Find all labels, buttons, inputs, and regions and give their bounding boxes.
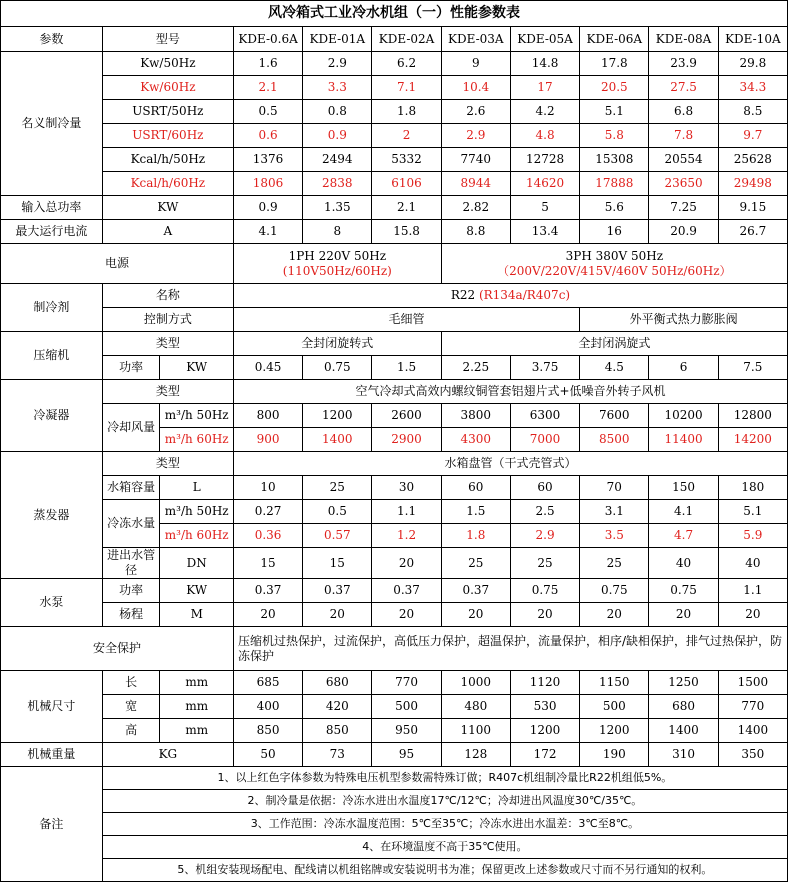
value-cell: 6.2 — [372, 52, 441, 76]
value-cell: 2.5 — [510, 500, 579, 524]
capacity-unit: Kw/60Hz — [102, 76, 233, 100]
value-cell: 2.9 — [441, 124, 510, 148]
dimension-unit: mm — [160, 719, 233, 743]
max-current-unit: A — [102, 220, 233, 244]
value-cell: 900 — [233, 428, 302, 452]
value-cell: 12728 — [510, 148, 579, 172]
pump-power-row — [1, 579, 788, 603]
value-cell: 29.8 — [718, 52, 787, 76]
value-cell: 1400 — [649, 719, 718, 743]
model-cell: KDE-05A — [510, 27, 579, 52]
value-cell: 1.35 — [303, 196, 372, 220]
value-cell: 1.5 — [372, 356, 441, 380]
power-supply-label: 电源 — [1, 244, 234, 284]
remark-text: 1、以上红色字体参数为特殊电压机型参数需特殊订做；R407c机组制冷量比R22机组低5%。 — [102, 767, 787, 790]
refrigerant-name-row — [1, 284, 788, 308]
value-cell: 20 — [303, 603, 372, 627]
max-current-label: 最大运行电流 — [1, 220, 103, 244]
capacity-unit: USRT/60Hz — [102, 124, 233, 148]
value-cell: 17 — [510, 76, 579, 100]
condenser-type-value: 空气冷却式高效内螺纹铜管套铝翅片式+低噪音外转子风机 — [233, 380, 787, 404]
pump-head-label: 杨程 — [102, 603, 160, 627]
value-cell: 2.25 — [441, 356, 510, 380]
value-cell: 10200 — [649, 404, 718, 428]
safety-row — [1, 627, 788, 671]
value-cell: 95 — [372, 743, 441, 767]
value-cell: 0.6 — [233, 124, 302, 148]
model-cell: KDE-08A — [649, 27, 718, 52]
value-cell: 25 — [510, 548, 579, 579]
value-cell: 2.1 — [233, 76, 302, 100]
value-cell: 2.9 — [303, 52, 372, 76]
value-cell: 7000 — [510, 428, 579, 452]
condenser-type-label: 类型 — [102, 380, 233, 404]
value-cell: 0.9 — [303, 124, 372, 148]
value-cell: 25628 — [718, 148, 787, 172]
value-cell: 5 — [510, 196, 579, 220]
capacity-row — [1, 148, 788, 172]
value-cell: 73 — [303, 743, 372, 767]
capacity-unit: USRT/50Hz — [102, 100, 233, 124]
value-cell: 1.1 — [372, 500, 441, 524]
value-cell: 1200 — [303, 404, 372, 428]
evaporator-type-value: 水箱盘管（干式壳管式） — [233, 452, 787, 476]
value-cell: 20554 — [649, 148, 718, 172]
value-cell: 3.3 — [303, 76, 372, 100]
value-cell: 6.8 — [649, 100, 718, 124]
value-cell: 500 — [372, 695, 441, 719]
spec-table-body — [1, 1, 788, 882]
evaporator-tank-label: 水箱容量 — [102, 476, 160, 500]
condenser-air-unit: m³/h 60Hz — [160, 428, 233, 452]
power-supply-three: 3PH 380V 50Hz （200V/220V/415V/460V 50Hz/60Hz） — [441, 244, 787, 284]
value-cell: 5.6 — [580, 196, 649, 220]
safety-label: 安全保护 — [1, 627, 234, 671]
value-cell: 25 — [441, 548, 510, 579]
value-cell: 850 — [233, 719, 302, 743]
value-cell: 0.5 — [303, 500, 372, 524]
capacity-row — [1, 100, 788, 124]
value-cell: 5332 — [372, 148, 441, 172]
value-cell: 2.82 — [441, 196, 510, 220]
value-cell: 60 — [441, 476, 510, 500]
value-cell: 680 — [649, 695, 718, 719]
refrigerant-name-value: R22 (R134a/R407c) — [233, 284, 787, 308]
condenser-type-row — [1, 380, 788, 404]
value-cell: 1150 — [580, 671, 649, 695]
evaporator-flow-unit: m³/h 60Hz — [160, 524, 233, 548]
max-current-row — [1, 220, 788, 244]
value-cell: 5.1 — [718, 500, 787, 524]
value-cell: 14200 — [718, 428, 787, 452]
value-cell: 20.5 — [580, 76, 649, 100]
value-cell: 20.9 — [649, 220, 718, 244]
power-supply-single: 1PH 220V 50Hz (110V50Hz/60Hz) — [233, 244, 441, 284]
param-header: 参数 — [1, 27, 103, 52]
value-cell: 30 — [372, 476, 441, 500]
capacity-label: 名义制冷量 — [1, 52, 103, 196]
value-cell: 40 — [649, 548, 718, 579]
value-cell: 70 — [580, 476, 649, 500]
value-cell: 10 — [233, 476, 302, 500]
value-cell: 34.3 — [718, 76, 787, 100]
evaporator-type-label: 类型 — [102, 452, 233, 476]
value-cell: 10.4 — [441, 76, 510, 100]
value-cell: 3.75 — [510, 356, 579, 380]
value-cell: 0.75 — [303, 356, 372, 380]
value-cell: 13.4 — [510, 220, 579, 244]
value-cell: 770 — [718, 695, 787, 719]
value-cell: 20 — [649, 603, 718, 627]
value-cell: 0.9 — [233, 196, 302, 220]
model-cell: KDE-10A — [718, 27, 787, 52]
value-cell: 20 — [441, 603, 510, 627]
value-cell: 0.75 — [510, 579, 579, 603]
value-cell: 14.8 — [510, 52, 579, 76]
value-cell: 2600 — [372, 404, 441, 428]
dimension-unit: mm — [160, 695, 233, 719]
value-cell: 1500 — [718, 671, 787, 695]
value-cell: 50 — [233, 743, 302, 767]
value-cell: 16 — [580, 220, 649, 244]
value-cell: 0.36 — [233, 524, 302, 548]
title-row — [1, 1, 788, 27]
value-cell: 20 — [718, 603, 787, 627]
value-cell: 6 — [649, 356, 718, 380]
compressor-label: 压缩机 — [1, 332, 103, 380]
value-cell: 0.37 — [441, 579, 510, 603]
value-cell: 8944 — [441, 172, 510, 196]
value-cell: 0.75 — [580, 579, 649, 603]
value-cell: 6300 — [510, 404, 579, 428]
input-power-label: 输入总功率 — [1, 196, 103, 220]
value-cell: 29498 — [718, 172, 787, 196]
remarks-label: 备注 — [1, 767, 103, 882]
input-power-row — [1, 196, 788, 220]
value-cell: 3800 — [441, 404, 510, 428]
value-cell: 4300 — [441, 428, 510, 452]
dimensions-label: 机械尺寸 — [1, 671, 103, 743]
value-cell: 8500 — [580, 428, 649, 452]
refrigerant-control-label: 控制方式 — [102, 308, 233, 332]
value-cell: 1000 — [441, 671, 510, 695]
value-cell: 0.37 — [303, 579, 372, 603]
pump-head-row — [1, 603, 788, 627]
model-cell: KDE-01A — [303, 27, 372, 52]
value-cell: 15308 — [580, 148, 649, 172]
value-cell: 20 — [580, 603, 649, 627]
value-cell: 5.9 — [718, 524, 787, 548]
remark-text: 3、工作范围：冷冻水温度范围：5℃至35℃；冷冻水进出水温差：3℃至8℃。 — [102, 813, 787, 836]
value-cell: 17888 — [580, 172, 649, 196]
value-cell: 1100 — [441, 719, 510, 743]
pump-power-label: 功率 — [102, 579, 160, 603]
value-cell: 950 — [372, 719, 441, 743]
value-cell: 1806 — [233, 172, 302, 196]
value-cell: 7.5 — [718, 356, 787, 380]
remark-row — [1, 813, 788, 836]
value-cell: 1.6 — [233, 52, 302, 76]
value-cell: 25 — [580, 548, 649, 579]
value-cell: 850 — [303, 719, 372, 743]
value-cell: 9 — [441, 52, 510, 76]
value-cell: 2900 — [372, 428, 441, 452]
value-cell: 150 — [649, 476, 718, 500]
remark-text: 4、在环境温度不高于35℃使用。 — [102, 836, 787, 859]
capacity-row — [1, 124, 788, 148]
value-cell: 7.25 — [649, 196, 718, 220]
value-cell: 1200 — [510, 719, 579, 743]
value-cell: 1.8 — [372, 100, 441, 124]
evaporator-tank-row — [1, 476, 788, 500]
evaporator-flow-unit: m³/h 50Hz — [160, 500, 233, 524]
value-cell: 3.5 — [580, 524, 649, 548]
compressor-power-row — [1, 356, 788, 380]
dimension-row — [1, 719, 788, 743]
weight-row — [1, 743, 788, 767]
remark-text: 2、制冷量是依据：冷冻水进出水温度17℃/12℃；冷却进出风温度30℃/35℃。 — [102, 790, 787, 813]
model-cell: KDE-06A — [580, 27, 649, 52]
value-cell: 6106 — [372, 172, 441, 196]
value-cell: 500 — [580, 695, 649, 719]
value-cell: 25 — [303, 476, 372, 500]
dimension-name: 宽 — [102, 695, 160, 719]
capacity-unit: Kcal/h/60Hz — [102, 172, 233, 196]
value-cell: 0.37 — [372, 579, 441, 603]
evaporator-tank-unit: L — [160, 476, 233, 500]
value-cell: 9.15 — [718, 196, 787, 220]
capacity-unit: Kw/50Hz — [102, 52, 233, 76]
value-cell: 8.8 — [441, 220, 510, 244]
remark-row — [1, 790, 788, 813]
value-cell: 800 — [233, 404, 302, 428]
condenser-air-label: 冷却风量 — [102, 404, 160, 452]
value-cell: 3.1 — [580, 500, 649, 524]
value-cell: 1400 — [718, 719, 787, 743]
value-cell: 27.5 — [649, 76, 718, 100]
refrigerant-label: 制冷剂 — [1, 284, 103, 332]
value-cell: 0.5 — [233, 100, 302, 124]
value-cell: 1250 — [649, 671, 718, 695]
value-cell: 7.1 — [372, 76, 441, 100]
value-cell: 420 — [303, 695, 372, 719]
capacity-row — [1, 52, 788, 76]
evaporator-pipe-row — [1, 548, 788, 579]
capacity-row — [1, 172, 788, 196]
value-cell: 350 — [718, 743, 787, 767]
compressor-power-unit: KW — [160, 356, 233, 380]
value-cell: 310 — [649, 743, 718, 767]
value-cell: 1.2 — [372, 524, 441, 548]
value-cell: 15.8 — [372, 220, 441, 244]
value-cell: 180 — [718, 476, 787, 500]
value-cell: 1120 — [510, 671, 579, 695]
value-cell: 0.27 — [233, 500, 302, 524]
value-cell: 8 — [303, 220, 372, 244]
refrigerant-control-b: 外平衡式热力膨胀阀 — [580, 308, 788, 332]
compressor-type-label: 类型 — [102, 332, 233, 356]
value-cell: 40 — [718, 548, 787, 579]
refrigerant-control-row — [1, 308, 788, 332]
value-cell: 172 — [510, 743, 579, 767]
input-power-unit: KW — [102, 196, 233, 220]
value-cell: 15 — [303, 548, 372, 579]
evaporator-flow50-row — [1, 500, 788, 524]
model-cell: KDE-03A — [441, 27, 510, 52]
value-cell: 20 — [372, 603, 441, 627]
value-cell: 685 — [233, 671, 302, 695]
dimension-row — [1, 695, 788, 719]
compressor-power-label: 功率 — [102, 356, 160, 380]
value-cell: 2.1 — [372, 196, 441, 220]
value-cell: 1376 — [233, 148, 302, 172]
value-cell: 4.2 — [510, 100, 579, 124]
condenser-air50-row — [1, 404, 788, 428]
value-cell: 2838 — [303, 172, 372, 196]
refrigerant-name-label: 名称 — [102, 284, 233, 308]
value-cell: 4.7 — [649, 524, 718, 548]
remark-row — [1, 836, 788, 859]
weight-unit: KG — [102, 743, 233, 767]
value-cell: 20 — [372, 548, 441, 579]
value-cell: 680 — [303, 671, 372, 695]
capacity-row — [1, 76, 788, 100]
value-cell: 1200 — [580, 719, 649, 743]
dimension-name: 长 — [102, 671, 160, 695]
value-cell: 2494 — [303, 148, 372, 172]
value-cell: 20 — [510, 603, 579, 627]
value-cell: 2 — [372, 124, 441, 148]
value-cell: 11400 — [649, 428, 718, 452]
value-cell: 9.7 — [718, 124, 787, 148]
pump-label: 水泵 — [1, 579, 103, 627]
value-cell: 7.8 — [649, 124, 718, 148]
value-cell: 7600 — [580, 404, 649, 428]
value-cell: 0.37 — [233, 579, 302, 603]
value-cell: 0.8 — [303, 100, 372, 124]
value-cell: 190 — [580, 743, 649, 767]
condenser-air-unit: m³/h 50Hz — [160, 404, 233, 428]
value-cell: 15 — [233, 548, 302, 579]
capacity-unit: Kcal/h/50Hz — [102, 148, 233, 172]
value-cell: 7740 — [441, 148, 510, 172]
value-cell: 12800 — [718, 404, 787, 428]
refrigerant-control-a: 毛细管 — [233, 308, 579, 332]
value-cell: 2.6 — [441, 100, 510, 124]
value-cell: 128 — [441, 743, 510, 767]
evaporator-pipe-label: 进出水管径 — [102, 548, 160, 579]
value-cell: 1400 — [303, 428, 372, 452]
value-cell: 4.1 — [233, 220, 302, 244]
value-cell: 0.75 — [649, 579, 718, 603]
value-cell: 60 — [510, 476, 579, 500]
value-cell: 1.1 — [718, 579, 787, 603]
remark-row — [1, 767, 788, 790]
remark-text: 5、机组安装现场配电、配线请以机组铭牌或安装说明书为准；保留更改上述参数或尺寸而不另行通知的权利。 — [102, 859, 787, 882]
dimension-unit: mm — [160, 671, 233, 695]
condenser-label: 冷凝器 — [1, 380, 103, 452]
value-cell: 4.1 — [649, 500, 718, 524]
value-cell: 1.5 — [441, 500, 510, 524]
evaporator-label: 蒸发器 — [1, 452, 103, 579]
value-cell: 1.8 — [441, 524, 510, 548]
value-cell: 14620 — [510, 172, 579, 196]
dimension-row — [1, 671, 788, 695]
evaporator-pipe-unit: DN — [160, 548, 233, 579]
compressor-type-b: 全封闭涡旋式 — [441, 332, 787, 356]
table-title: 风冷箱式工业冷水机组（一）性能参数表 — [1, 1, 788, 27]
pump-power-unit: KW — [160, 579, 233, 603]
value-cell: 17.8 — [580, 52, 649, 76]
model-cell: KDE-0.6A — [233, 27, 302, 52]
value-cell: 8.5 — [718, 100, 787, 124]
value-cell: 2.9 — [510, 524, 579, 548]
value-cell: 0.57 — [303, 524, 372, 548]
value-cell: 770 — [372, 671, 441, 695]
value-cell: 400 — [233, 695, 302, 719]
value-cell: 480 — [441, 695, 510, 719]
weight-label: 机械重量 — [1, 743, 103, 767]
value-cell: 23.9 — [649, 52, 718, 76]
evaporator-flow-label: 冷冻水量 — [102, 500, 160, 548]
pump-head-unit: M — [160, 603, 233, 627]
safety-text: 压缩机过热保护，过流保护，高低压力保护，超温保护，流量保护，相序/缺相保护，排气过热保护，防冻保护 — [233, 627, 787, 671]
remark-row — [1, 859, 788, 882]
value-cell: 5.1 — [580, 100, 649, 124]
value-cell: 0.45 — [233, 356, 302, 380]
header-row — [1, 27, 788, 52]
value-cell: 4.5 — [580, 356, 649, 380]
model-header: 型号 — [102, 27, 233, 52]
value-cell: 26.7 — [718, 220, 787, 244]
value-cell: 4.8 — [510, 124, 579, 148]
power-supply-row — [1, 244, 788, 284]
compressor-type-row — [1, 332, 788, 356]
dimension-name: 高 — [102, 719, 160, 743]
evaporator-type-row — [1, 452, 788, 476]
value-cell: 5.8 — [580, 124, 649, 148]
value-cell: 23650 — [649, 172, 718, 196]
value-cell: 530 — [510, 695, 579, 719]
model-cell: KDE-02A — [372, 27, 441, 52]
compressor-type-a: 全封闭旋转式 — [233, 332, 441, 356]
value-cell: 20 — [233, 603, 302, 627]
